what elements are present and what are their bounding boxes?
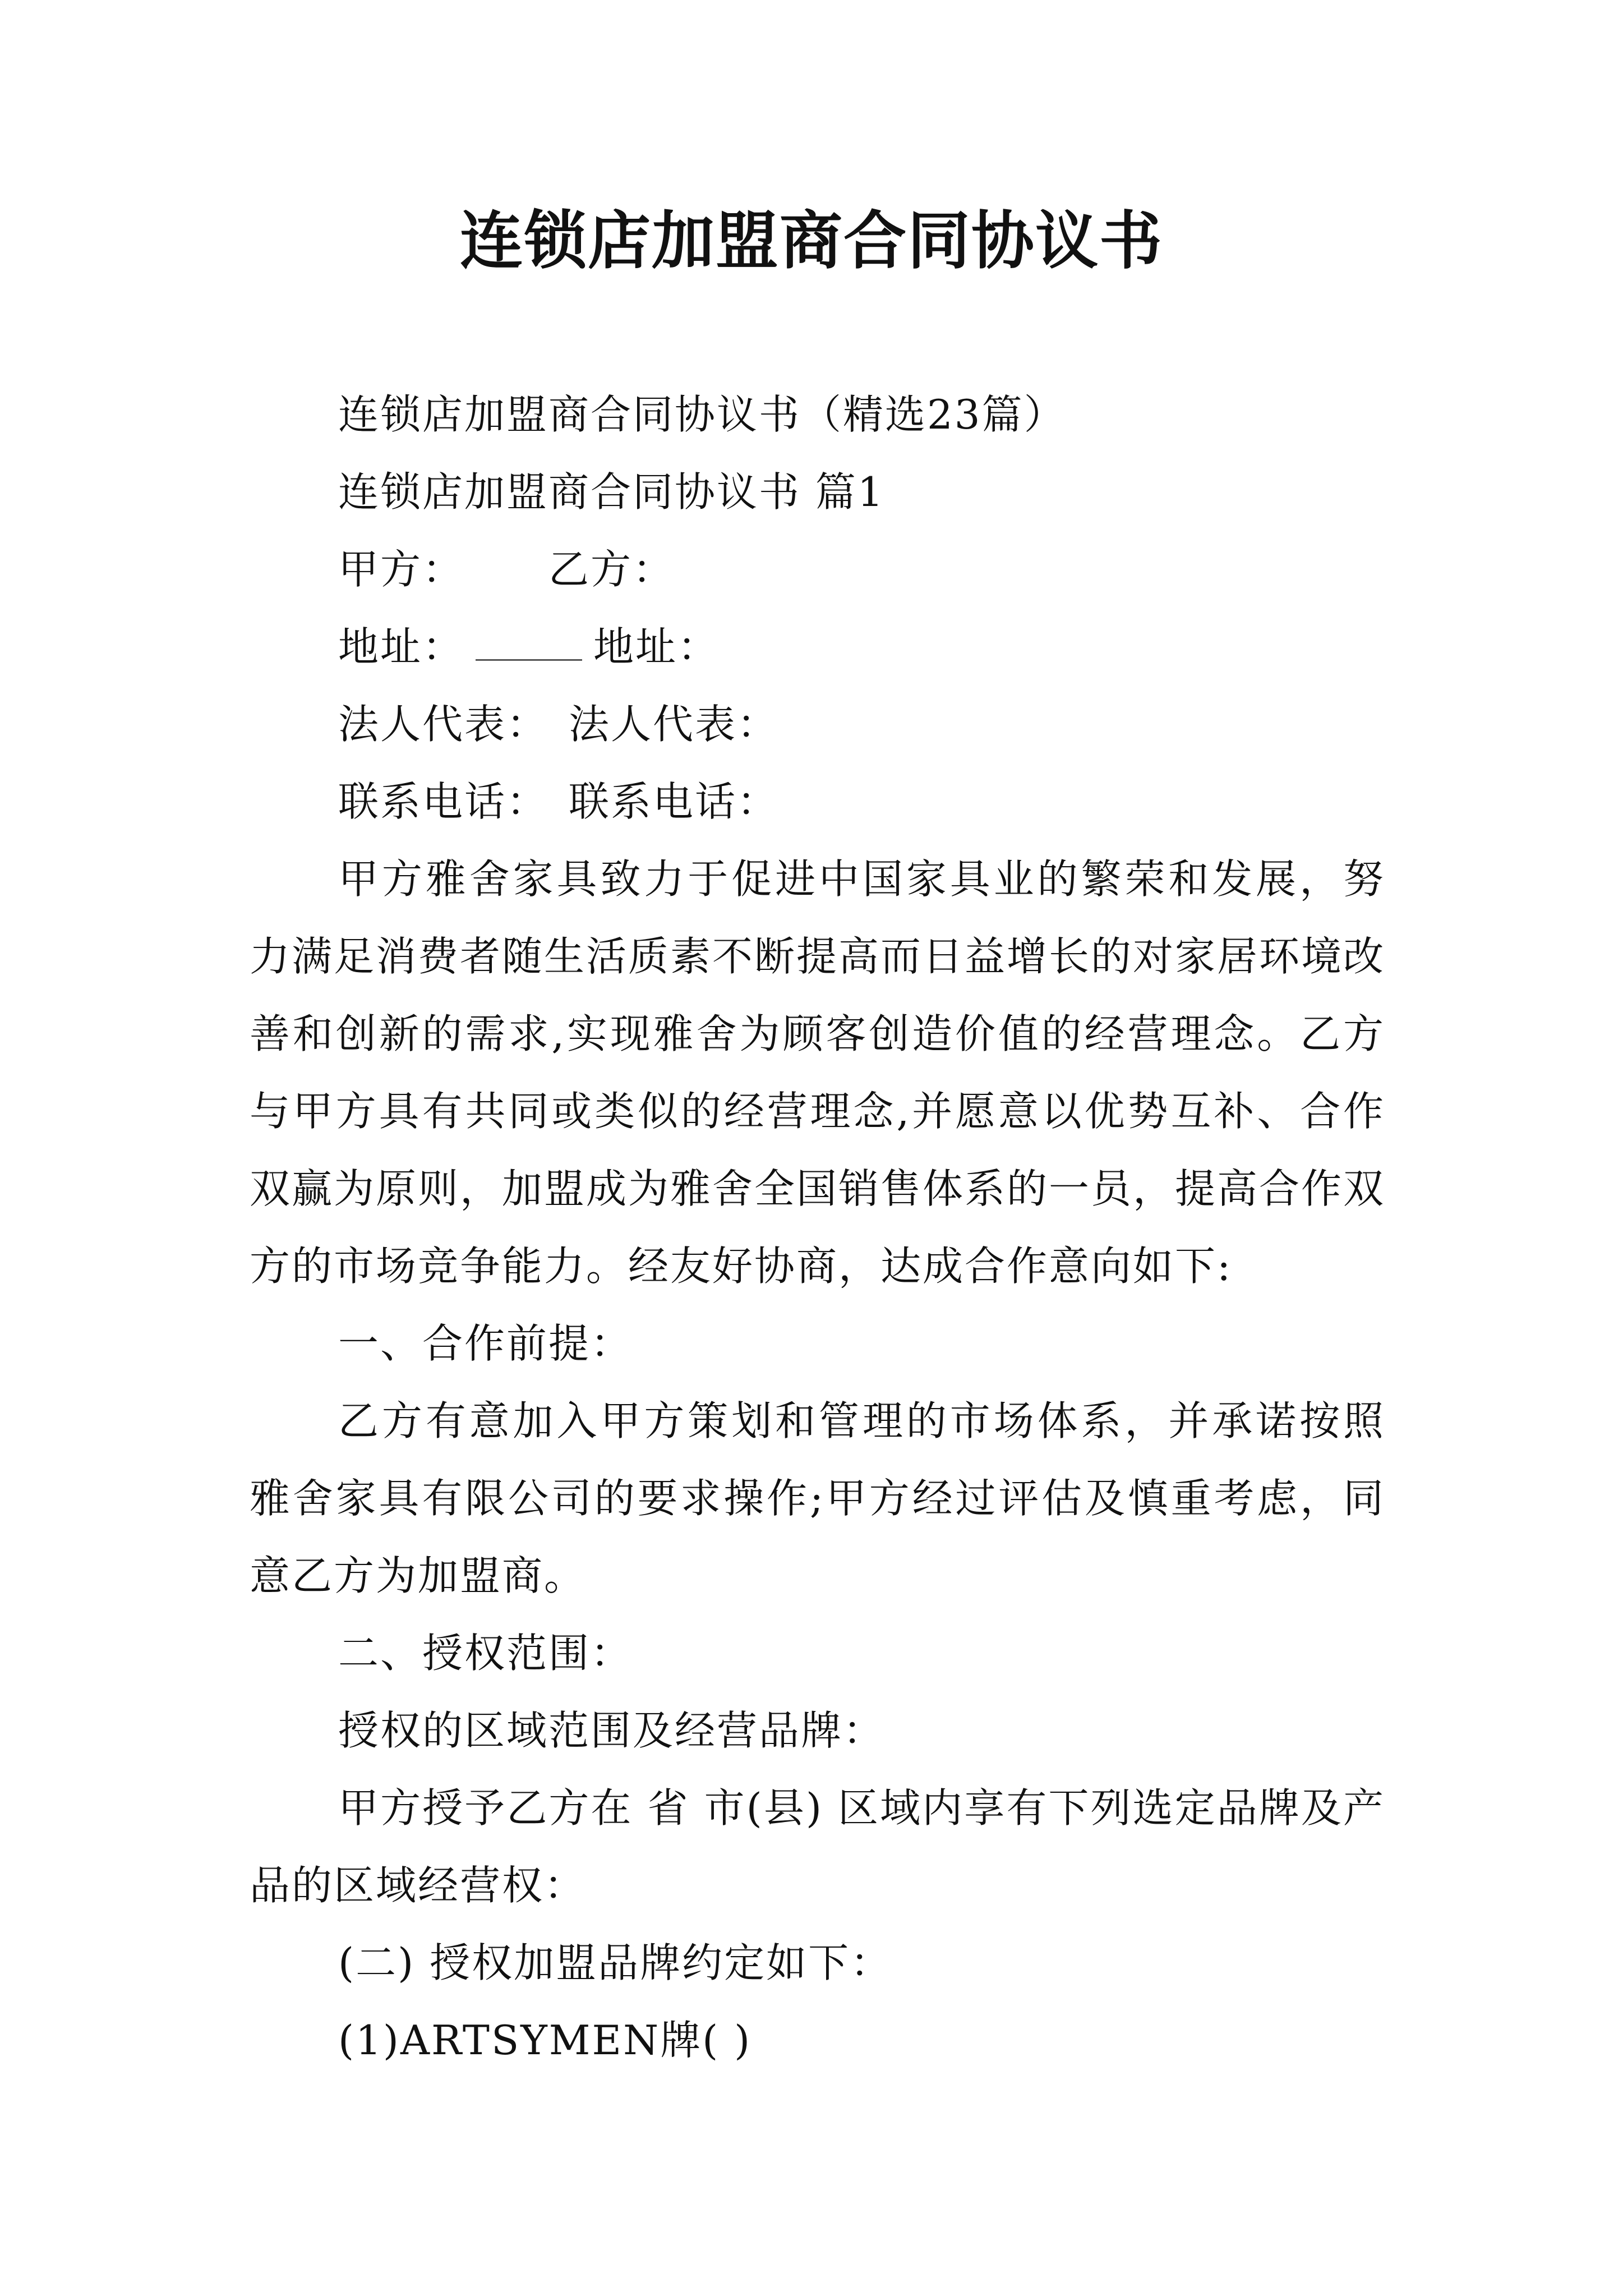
address-blank: [476, 628, 582, 661]
party-line: [250, 531, 1385, 608]
heading-cooperation-premise: 一、合作前提：: [338, 1320, 633, 1367]
paragraph-cooperation-premise: 乙方有意加入甲方策划和管理的市场体系，并承诺按照雅舍家具有限公司的要求操作;甲方经过评估及慎重考虑，同意乙方为加盟商。: [250, 1397, 1385, 1599]
subtitle: 连锁店加盟商合同协议书（精选23篇）: [338, 391, 1066, 438]
legal-rep-a-label: 法人代表：: [338, 701, 549, 748]
party-a-label: 甲方：: [338, 546, 465, 593]
legal-rep-line: [250, 685, 1385, 763]
phone-a-label: 联系电话：: [338, 778, 549, 825]
address-line: [250, 608, 1385, 685]
section-title: 连锁店加盟商合同协议书 篇1: [338, 468, 885, 516]
brand-heading: (二) 授权加盟品牌约定如下：: [338, 1939, 893, 1986]
document-body: [250, 376, 1385, 2079]
intro-paragraph: 甲方雅舍家具致力于促进中国家具业的繁荣和发展，努力满足消费者随生活质素不断提高而日益增长的对家居环境改善和创新的需求,实现雅舍为顾客创造价值的经营理念。乙方与甲方具有共同或类似的经营理念,并愿意以优势互补、合作双赢为原则，加盟成为雅舍全国销售体系的一员，提高合作双方的市场竞争能力。经友好协商，达成合作意向如下:: [250, 855, 1386, 1290]
brand-item: (1)ARTSYMEN牌( ): [338, 2017, 752, 2064]
address-a-label: 地址：: [338, 623, 465, 670]
scope-heading: 授权的区域范围及经营品牌：: [338, 1707, 886, 1754]
scope-paragraph: 甲方授予乙方在 省 市(县) 区域内享有下列选定品牌及产品的区域经营权：: [250, 1784, 1385, 1909]
party-b-label: 乙方：: [548, 546, 675, 593]
address-b-label: 地址：: [593, 623, 720, 670]
heading-authorization-scope: 二、授权范围：: [338, 1630, 633, 1677]
document-title: 连锁店加盟商合同协议书: [460, 204, 1163, 278]
legal-rep-b-label: 法人代表：: [569, 701, 780, 748]
phone-line: [250, 763, 1385, 840]
phone-b-label: 联系电话：: [569, 778, 780, 825]
